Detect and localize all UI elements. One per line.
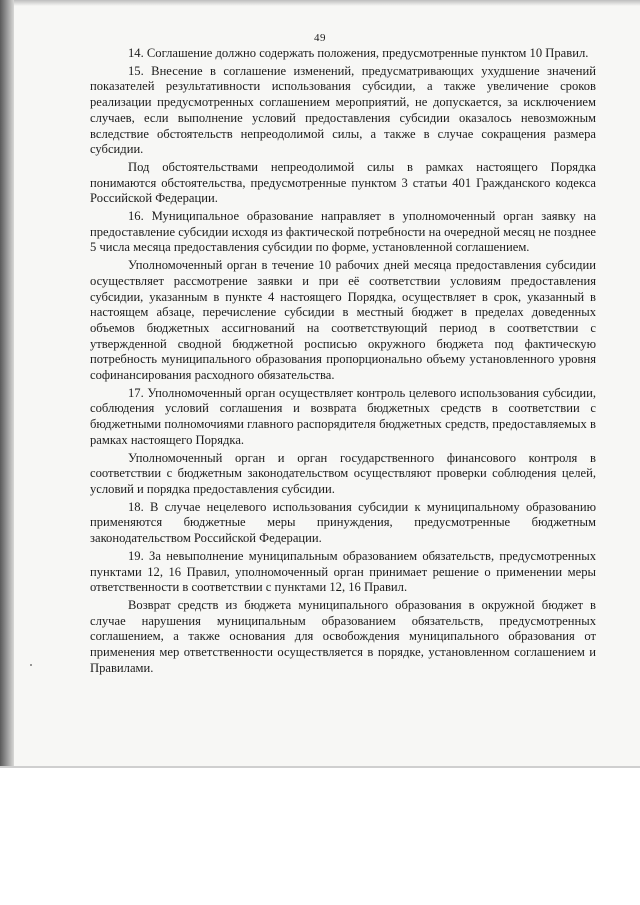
paragraph-force-majeure: Под обстоятельствами непреодолимой силы в рамках настоящего Порядка понимаются обстоятельства, предусмотренные пунктом 3 статьи 401 Гражданского кодекса Российской Федерации. [90, 159, 596, 206]
paragraph-19-return: Возврат средств из бюджета муниципального образования в окружной бюджет в случае нарушения муниципальным образованием обязательств, предусмотренных соглашением, а также основания для освобождения муниципального образования от применения мер ответственности осуществляется в порядке, установленном соглашением и Правилами. [90, 597, 596, 675]
document-body [90, 46, 596, 678]
paragraph-15: 15. Внесение в соглашение изменений, предусматривающих ухудшение значений показателей результативности использования субсидии, а также увеличение сроков реализации предусмотренных соглашением мероприятий, не допускается, за исключением случаев, если выполнение условий предоставления субсидии оказалось невозможным вследствие обстоятельств непреодолимой силы, а также в случае сокращения размера субсидии. [90, 63, 596, 157]
scan-top-edge [0, 0, 640, 6]
paragraph-16-review: Уполномоченный орган в течение 10 рабочих дней месяца предоставления субсидии осуществляет рассмотрение заявки и при её соответствии условиям предоставления субсидии, указанным в пункте 4 настоящего Порядка, осуществляет в срок, указанный в настоящем абзаце, перечисление субсидии в местный бюджет в пределах доведенных объемов бюджетных ассигнований на соответствующий период в соответствии с утвержденной сводной бюджетной росписью окружного бюджета под фактическую потребность муниципального образования пропорционально объему установленного уровня софинансирования расходного обязательства. [90, 258, 596, 383]
page-number: 49 [314, 32, 326, 44]
scan-left-edge [0, 0, 14, 768]
paragraph-16: 16. Муниципальное образование направляет в уполномоченный орган заявку на предоставление субсидии исходя из фактической потребности на очередной месяц не позднее 5 числа месяца предоставления субсидии по форме, установленной соглашением. [90, 209, 596, 255]
paragraph-18: 18. В случае нецелевого использования субсидии к муниципальному образованию применяются бюджетные меры принуждения, предусмотренные бюджетным законодательством Российской Федерации. [90, 499, 596, 546]
paragraph-17: 17. Уполномоченный орган осуществляет контроль целевого использования субсидии, соблюдения условий соглашения и возврата бюджетных средств в соответствии с бюджетными полномочиями главного распорядителя бюджетных средств, предоставляемых в рамках настоящего Порядка. [90, 385, 596, 447]
paragraph-17-audit: Уполномоченный орган и орган государственного финансового контроля в соответствии с бюджетным законодательством осуществляют проверки соблюдения целей, условий и порядка предоставления субсидии. [90, 450, 596, 496]
paragraph-14: 14. Соглашение должно содержать положения, предусмотренные пунктом 10 Правил. [128, 46, 589, 60]
scan-bottom-edge [0, 766, 640, 768]
scan-speck [30, 664, 32, 666]
paragraph-19: 19. За невыполнение муниципальным образованием обязательств, предусмотренных пунктами 12, 16 Правил, уполномоченный орган принимает решение о применении меры ответственности в соответствии с пунктами 12, 16 Правил. [90, 548, 596, 595]
